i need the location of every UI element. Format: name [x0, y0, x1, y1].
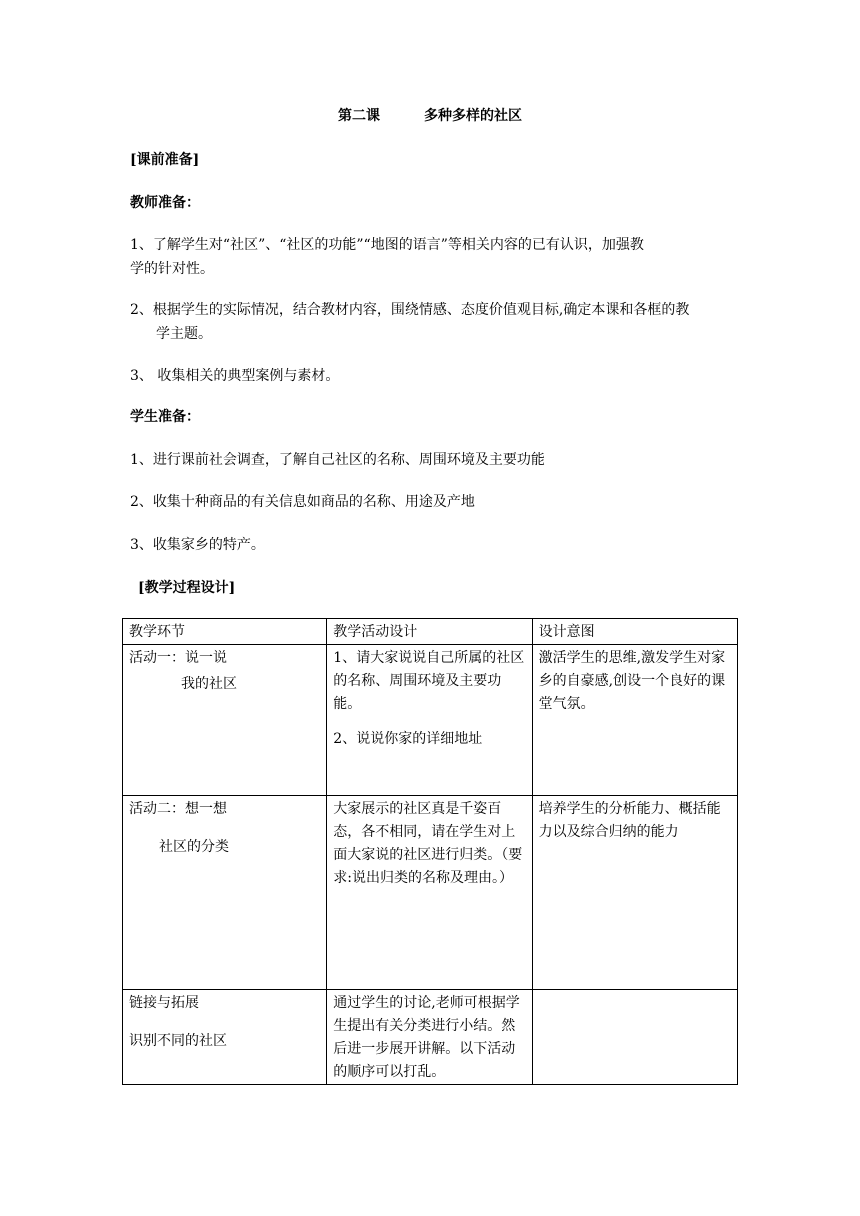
row2-stage	[123, 796, 327, 990]
teacher-prep-heading: 教师准备：	[130, 195, 200, 211]
process-heading: [教学过程设计]	[138, 580, 236, 596]
row1-stage	[123, 645, 327, 796]
process-table	[122, 618, 738, 1085]
row3-stage-title: 链接与拓展	[129, 995, 199, 1011]
teacher-item-1	[130, 233, 740, 281]
row2-stage-sub: 社区的分类	[159, 839, 229, 855]
student-item-3: 3、收集家乡的特产。	[130, 537, 265, 553]
table-row	[123, 645, 738, 796]
teacher-item-2-line1: 2、根据学生的实际情况，结合教材内容，围绕情感、态度价值观目标,确定本课和各框的教	[130, 302, 690, 318]
row1-activity-text2: 2、说说你家的详细地址	[333, 731, 483, 747]
row1-intent: 激活学生的思维,激发学生对家乡的自豪感,创设一个良好的课堂气氛。	[532, 645, 737, 796]
header-activity: 教学活动设计	[327, 619, 532, 645]
table-row	[123, 796, 738, 990]
lesson-name: 多种多样的社区	[424, 108, 522, 124]
student-item-2: 2、收集十种商品的有关信息如商品的名称、用途及产地	[130, 494, 475, 510]
row3-stage-sub: 识别不同的社区	[129, 1033, 227, 1049]
student-item-1: 1、进行课前社会调查，了解自己社区的名称、周围环境及主要功能	[130, 452, 545, 468]
row2-stage-title: 活动二：想一想	[129, 801, 227, 817]
teacher-item-2-line2: 学主题。	[156, 326, 212, 342]
teacher-item-1-line1: 1、了解学生对“社区”、“社区的功能”“地图的语言”等相关内容的已有认识，加强教	[130, 237, 644, 253]
row3-intent	[532, 990, 737, 1085]
table-header-row	[123, 619, 738, 645]
row1-stage-sub: 我的社区	[181, 676, 237, 692]
table-row	[123, 990, 738, 1085]
prep-heading: [课前准备]	[130, 152, 200, 168]
row2-activity: 大家展示的社区真是千姿百态，各不相同，请在学生对上面大家说的社区进行归类。（要求:说出归类的名称及理由。）	[327, 796, 532, 990]
student-prep-heading: 学生准备：	[130, 409, 200, 425]
row1-activity-text: 1、请大家说说自己所属的社区的名称、周围环境及主要功能。	[333, 650, 525, 712]
row3-stage	[123, 990, 327, 1085]
lesson-number: 第二课	[338, 108, 380, 124]
teacher-item-2	[130, 298, 740, 346]
teacher-item-3: 3、 收集相关的典型案例与素材。	[130, 368, 340, 384]
row3-activity: 通过学生的讨论,老师可根据学生提出有关分类进行小结。然后进一步展开讲解。以下活动的顺序可以打乱。	[327, 990, 532, 1085]
lesson-title	[0, 106, 860, 126]
row2-intent: 培养学生的分析能力、概括能力以及综合归纳的能力	[532, 796, 737, 990]
row1-stage-title: 活动一：说一说	[129, 650, 227, 666]
row1-activity	[327, 645, 532, 796]
header-stage: 教学环节	[123, 619, 327, 645]
header-intent: 设计意图	[532, 619, 737, 645]
teacher-item-1-line2: 学的针对性。	[130, 261, 214, 277]
